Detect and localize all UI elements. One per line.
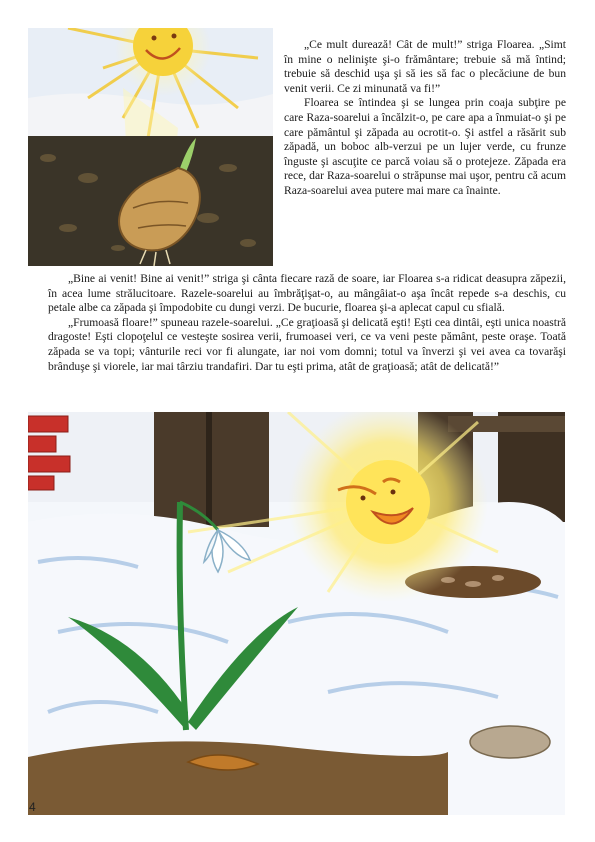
illustration-sun-bulb-svg [28, 28, 273, 266]
paragraph: „Ce mult durează! Cât de mult!” striga Floarea. „Simt în mine o nelinişte şi-o frământare; trebuie să mă întind; trebuie să deschid uşa şi să ies să fac o plecăciune de bun venit verii. Ce zi minunată va fi!” [284, 38, 566, 95]
fence-rail [448, 416, 565, 432]
paragraph: „Bine ai venit! Bine ai venit!” striga şi cânta fiecare rază de soare, iar Floarea s-a ridicat deasupra zăpezii, în acea lume strălucitoare. Razele-soarelui au îmbrăţişat-o, au mângâiat-o aşa încât repede s-a deschis, cu petale albe ca zăpada şi împodobite cu dungi verzi. De bucurie, floarea şi-a aplecat capul cu sfială. [48, 272, 566, 315]
page-number: 4 [29, 800, 36, 814]
illustration-snowdrop-svg [28, 412, 565, 815]
fence-post-line [206, 412, 212, 527]
story-text-full [48, 272, 566, 374]
paragraph: „Frumoasă floare!” spuneau razele-soarelui. „Ce graţioasă şi delicată eşti! Eşti cea dintâi, eşti unica noastră dragoste! Eşti clopoţelul ce vesteşte sosirea verii, frumoasei veri, ce va veni peste pământ, peste oraşe. Toată zăpada se va topi; vânturile reci vor fi alungate, iar noi vom domni; totul va înverzi şi vei avea ca tovarăşi brânduşe şi viorele, iar mai târziu trandafiri. Dar tu eşti prima, atât de graţioasă; atât de delicată!” [48, 315, 566, 373]
sun-eye-left [152, 36, 157, 41]
illustration-snowdrop [28, 412, 565, 815]
sun-eye [361, 496, 366, 501]
paragraph: Floarea se întindea şi se lungea prin coaja subţire pe care Raza-soarelui a încălzit-o, pe care apa a înmuiat-o şi pe care pământul şi zăpada au ocrotit-o. Şi astfel a răsărit sub zăpadă, un boboc alb-verzui pe un lujer verde, cu frunze înguste şi ascuţite ce parcă voiau să o protejeze. Zăpada era rece, dar Raza-soarelui o străpunse mai uşor, pentru că acum Raza-soarelui avea putere mai mare ca înainte. [284, 96, 566, 197]
sun-eye [391, 490, 396, 495]
story-text-column [284, 38, 566, 199]
sun [346, 460, 430, 544]
sun-eye-right [172, 34, 177, 39]
illustration-sun-bulb [28, 28, 273, 266]
rock [470, 726, 550, 758]
